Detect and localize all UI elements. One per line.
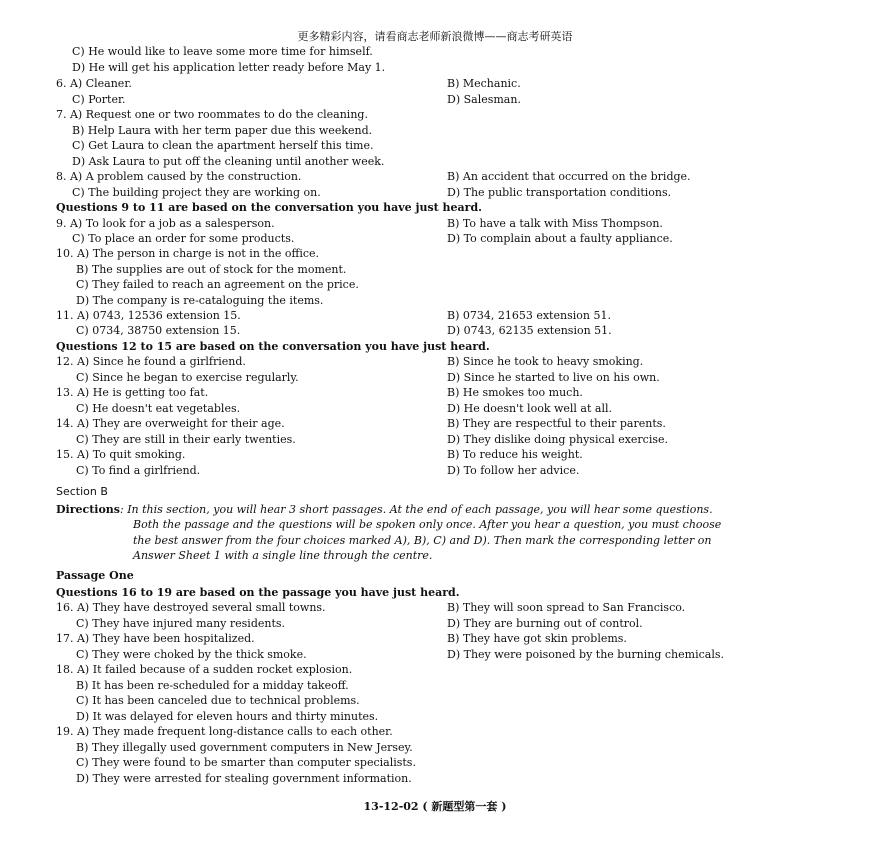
- directions-line-3: the best answer from the four choices marked A), B), C) and D). Then mark the corresponding letter on: [133, 534, 712, 547]
- q6-option-c: C) Porter.: [72, 93, 126, 106]
- q8-option-b: B) An accident that occurred on the bridge.: [447, 170, 691, 183]
- q17-option-d: D) They were poisoned by the burning chemicals.: [447, 648, 724, 661]
- q15-option-b: B) To reduce his weight.: [447, 448, 583, 461]
- page-footer: 13-12-02 ( 新题型第一套 ): [363, 800, 507, 813]
- directions-line-4: Answer Sheet 1 with a single line through the centre.: [133, 549, 433, 562]
- q11-option-a: 11. A) 0743, 12536 extension 15.: [56, 309, 241, 322]
- q13-option-d: D) He doesn't look well at all.: [447, 402, 612, 415]
- q6-option-d: D) Salesman.: [447, 93, 521, 106]
- q18-option-b: B) It has been re-scheduled for a midday takeoff.: [76, 679, 349, 692]
- q19-option-c: C) They were found to be smarter than computer specialists.: [76, 756, 416, 769]
- heading-questions-9-11: Questions 9 to 11 are based on the conversation you have just heard.: [56, 201, 482, 214]
- q19-option-d: D) They were arrested for stealing government information.: [76, 772, 412, 785]
- q17-option-c: C) They were choked by the thick smoke.: [76, 648, 307, 661]
- q5-option-d: D) He will get his application letter ready before May 1.: [72, 61, 386, 74]
- q18-option-d: D) It was delayed for eleven hours and thirty minutes.: [76, 710, 379, 723]
- q14-option-a: 14. A) They are overweight for their age.: [56, 417, 285, 430]
- q8-option-a: 8. A) A problem caused by the construction.: [56, 170, 302, 183]
- q12-option-d: D) Since he started to live on his own.: [447, 371, 660, 384]
- q9-option-a: 9. A) To look for a job as a salesperson.: [56, 217, 275, 230]
- q12-option-a: 12. A) Since he found a girlfriend.: [56, 355, 246, 368]
- q11-option-c: C) 0734, 38750 extension 15.: [76, 324, 241, 337]
- q9-option-c: C) To place an order for some products.: [72, 232, 295, 245]
- q10-option-b: B) The supplies are out of stock for the moment.: [76, 263, 347, 276]
- q19-option-a: 19. A) They made frequent long-distance calls to each other.: [56, 725, 393, 738]
- q7-option-b: B) Help Laura with her term paper due this weekend.: [72, 124, 373, 137]
- q9-option-d: D) To complain about a faulty appliance.: [447, 232, 673, 245]
- q11-option-b: B) 0734, 21653 extension 51.: [447, 309, 611, 322]
- q9-option-b: B) To have a talk with Miss Thompson.: [447, 217, 663, 230]
- q10-option-a: 10. A) The person in charge is not in the office.: [56, 247, 320, 260]
- q12-option-b: B) Since he took to heavy smoking.: [447, 355, 644, 368]
- q16-option-a: 16. A) They have destroyed several small towns.: [56, 601, 326, 614]
- q17-option-b: B) They have got skin problems.: [447, 632, 627, 645]
- q7-option-d: D) Ask Laura to put off the cleaning until another week.: [72, 155, 385, 168]
- q18-option-a: 18. A) It failed because of a sudden rocket explosion.: [56, 663, 353, 676]
- heading-questions-16-19: Questions 16 to 19 are based on the passage you have just heard.: [56, 586, 460, 599]
- q15-option-d: D) To follow her advice.: [447, 464, 580, 477]
- q14-option-b: B) They are respectful to their parents.: [447, 417, 666, 430]
- directions-text-1: : In this section, you will hear 3 short passages. At the end of each passage, you will hear some questions.: [120, 503, 713, 516]
- page-header: 更多精彩内容，请看商志老师新浪微博——商志考研英语: [297, 30, 573, 43]
- q10-option-c: C) They failed to reach an agreement on the price.: [76, 278, 359, 291]
- q11-option-d: D) 0743, 62135 extension 51.: [447, 324, 612, 337]
- q13-option-a: 13. A) He is getting too fat.: [56, 386, 209, 399]
- q16-option-d: D) They are burning out of control.: [447, 617, 643, 630]
- q17-option-a: 17. A) They have been hospitalized.: [56, 632, 255, 645]
- q8-option-d: D) The public transportation conditions.: [447, 186, 672, 199]
- directions-line-2: Both the passage and the questions will be spoken only once. After you hear a question, you must choose: [133, 518, 722, 531]
- q18-option-c: C) It has been canceled due to technical problems.: [76, 694, 360, 707]
- q7-option-a: 7. A) Request one or two roommates to do the cleaning.: [56, 108, 368, 121]
- directions-line-1: [56, 503, 713, 516]
- q6-option-b: B) Mechanic.: [447, 77, 521, 90]
- q19-option-b: B) They illegally used government computers in New Jersey.: [76, 741, 413, 754]
- q12-option-c: C) Since he began to exercise regularly.: [76, 371, 299, 384]
- heading-questions-12-15: Questions 12 to 15 are based on the conversation you have just heard.: [56, 340, 490, 353]
- q14-option-c: C) They are still in their early twenties.: [76, 433, 296, 446]
- q16-option-b: B) They will soon spread to San Francisco.: [447, 601, 686, 614]
- q15-option-a: 15. A) To quit smoking.: [56, 448, 186, 461]
- directions-label: Directions: [56, 503, 120, 516]
- q10-option-d: D) The company is re-cataloguing the items.: [76, 294, 324, 307]
- section-b-title: Section B: [56, 485, 108, 498]
- q15-option-c: C) To find a girlfriend.: [76, 464, 201, 477]
- q6-option-a: 6. A) Cleaner.: [56, 77, 132, 90]
- q5-option-c: C) He would like to leave some more time for himself.: [72, 45, 373, 58]
- q7-option-c: C) Get Laura to clean the apartment herself this time.: [72, 139, 374, 152]
- q16-option-c: C) They have injured many residents.: [76, 617, 286, 630]
- passage-one-title: Passage One: [56, 569, 134, 582]
- q13-option-c: C) He doesn't eat vegetables.: [76, 402, 241, 415]
- q8-option-c: C) The building project they are working on.: [72, 186, 321, 199]
- q14-option-d: D) They dislike doing physical exercise.: [447, 433, 669, 446]
- q13-option-b: B) He smokes too much.: [447, 386, 583, 399]
